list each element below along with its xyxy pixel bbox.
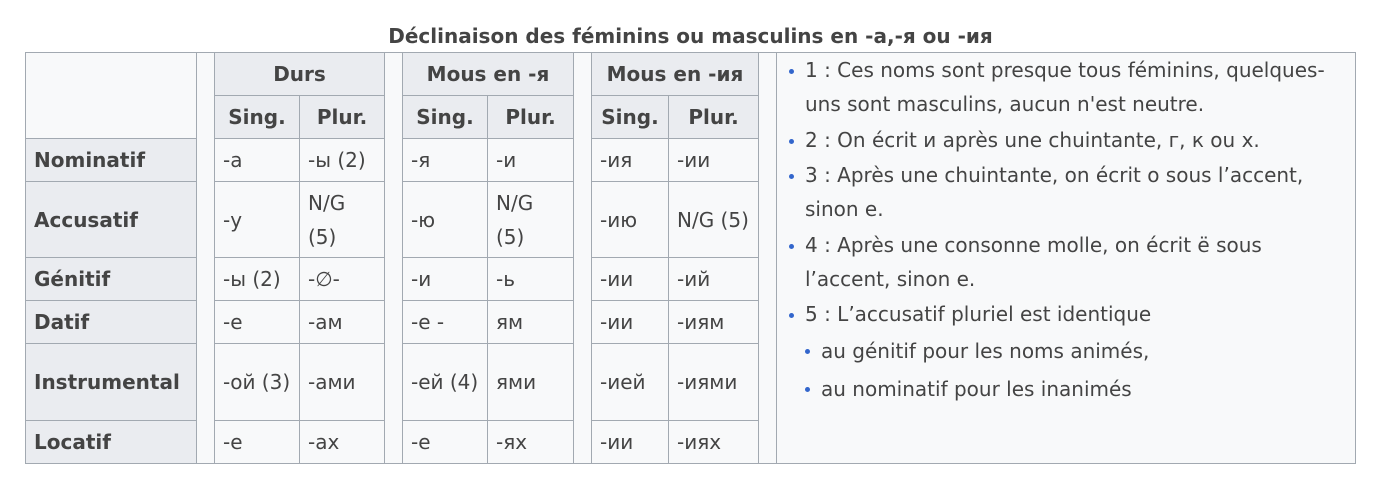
plur-header: Plur.	[669, 96, 759, 139]
notes-cell	[777, 53, 1356, 464]
ending-cell: -и	[488, 139, 574, 182]
ending-cell: ями	[488, 344, 574, 421]
group-header-mous-ya: Mous en -я	[403, 53, 574, 96]
spacer-column	[197, 53, 215, 464]
declension-table	[25, 52, 1356, 464]
ending-cell: -е	[215, 301, 300, 344]
subnote-item: au génitif pour les noms animés,	[821, 333, 1347, 369]
ending-cell: -ам	[300, 301, 385, 344]
table-caption: Déclinaison des féminins ou masculins en -а,-я ou -ия	[388, 24, 993, 48]
ending-cell: -ию	[592, 182, 669, 258]
note-item: 2 : On écrit и après une chuintante, г, к ou х.	[805, 123, 1347, 157]
ending-cell: -е -	[403, 301, 488, 344]
ending-cell: -ах	[300, 421, 385, 464]
note-item: 4 : Après une consonne molle, on écrit ё sous l’accent, sinon е.	[805, 228, 1347, 296]
ending-cell: -ей (4)	[403, 344, 488, 421]
ending-cell: -ы (2)	[215, 258, 300, 301]
subnotes-list	[805, 333, 1347, 407]
ending-cell: -а	[215, 139, 300, 182]
note-item: 3 : Après une chuintante, on écrit о sous l’accent, sinon е.	[805, 158, 1347, 226]
note-item	[805, 297, 1347, 407]
ending-cell: -е	[215, 421, 300, 464]
ending-cell: N/G (5)	[300, 182, 385, 258]
ending-cell: -ии	[592, 301, 669, 344]
ending-cell: ям	[488, 301, 574, 344]
ending-cell: -∅-	[300, 258, 385, 301]
ending-cell: -ия	[592, 139, 669, 182]
ending-cell: -ой (3)	[215, 344, 300, 421]
ending-cell: -ы (2)	[300, 139, 385, 182]
plur-header: Plur.	[488, 96, 574, 139]
plur-header: Plur.	[300, 96, 385, 139]
spacer-column	[759, 53, 777, 464]
case-label: Datif	[26, 301, 197, 344]
ending-cell: N/G (5)	[488, 182, 574, 258]
case-label: Locatif	[26, 421, 197, 464]
ending-cell: -ии	[592, 258, 669, 301]
ending-cell: -иях	[669, 421, 759, 464]
sing-header: Sing.	[403, 96, 488, 139]
group-header-mous-iya: Mous en -ия	[592, 53, 759, 96]
ending-cell: -иями	[669, 344, 759, 421]
ending-cell: -е	[403, 421, 488, 464]
ending-cell: -ий	[669, 258, 759, 301]
ending-cell: -ами	[300, 344, 385, 421]
spacer-column	[574, 53, 592, 464]
case-label: Nominatif	[26, 139, 197, 182]
group-header-durs: Durs	[215, 53, 385, 96]
subnote-item: au nominatif pour les inanimés	[821, 371, 1347, 407]
note-item: 1 : Ces noms sont presque tous féminins, quelques-uns sont masculins, aucun n'est neutre.	[805, 53, 1347, 121]
sing-header: Sing.	[592, 96, 669, 139]
ending-cell: -я	[403, 139, 488, 182]
ending-cell: -иям	[669, 301, 759, 344]
ending-cell: N/G (5)	[669, 182, 759, 258]
case-label: Accusatif	[26, 182, 197, 258]
corner-cell	[26, 53, 197, 139]
ending-cell: -ях	[488, 421, 574, 464]
note-text: 5 : L’accusatif pluriel est identique	[805, 302, 1152, 326]
notes-list	[785, 53, 1347, 407]
case-label: Instrumental	[26, 344, 197, 421]
ending-cell: -ии	[592, 421, 669, 464]
case-label: Génitif	[26, 258, 197, 301]
sing-header: Sing.	[215, 96, 300, 139]
ending-cell: -ии	[669, 139, 759, 182]
spacer-column	[385, 53, 403, 464]
ending-cell: -ю	[403, 182, 488, 258]
ending-cell: -ь	[488, 258, 574, 301]
ending-cell: -у	[215, 182, 300, 258]
ending-cell: -ией	[592, 344, 669, 421]
ending-cell: -и	[403, 258, 488, 301]
